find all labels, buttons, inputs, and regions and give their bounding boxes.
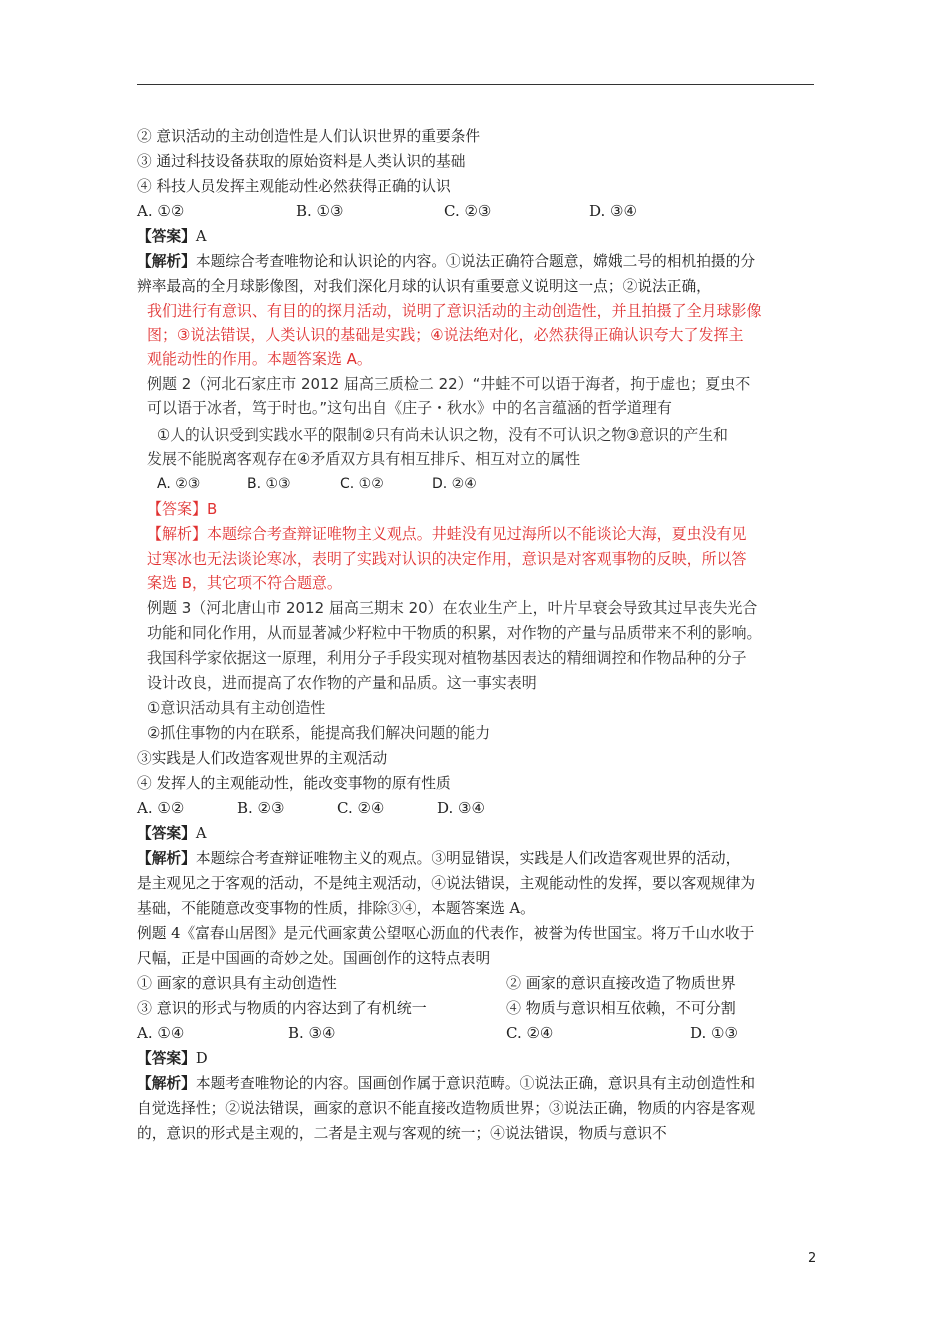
q3-stem-line-5: ①意识活动具有主动创造性 xyxy=(147,699,326,717)
q2-stem-line-2: 可以语于冰者，笃于时也。”这句出自《庄子・秋水》中的名言蕴涵的哲学道理有 xyxy=(147,399,672,417)
q1-option-c: C. ②③ xyxy=(444,202,492,220)
analysis-text: 本题综合考查唯物论和认识论的内容。①说法正确符合题意，嫦娥二号的相机拍摄的分 xyxy=(195,252,756,270)
q2-analysis-line-3: 案选 B，其它项不符合题意。 xyxy=(147,574,342,592)
q3-option-c: C. ②④ xyxy=(337,799,385,817)
q4-analysis-line-1 xyxy=(137,1073,814,1093)
analysis-label: 【解析】 xyxy=(137,1074,196,1092)
q2-stem-line-4: 发展不能脱离客观存在④矛盾双方具有相互排斥、相互对立的属性 xyxy=(147,450,581,468)
q2-answer: 【答案】B xyxy=(147,500,218,518)
q2-analysis-line-2: 过寒冰也无法谈论寒冰，表明了实践对认识的决定作用，意识是对客观事物的反映，所以答 xyxy=(147,550,747,568)
answer-label: 【答案】 xyxy=(137,227,196,245)
q3-stem-line-1: 例题 3（河北唐山市 2012 届高三期末 20）在农业生产上，叶片早衰会导致其过早丧失光合 xyxy=(147,599,758,617)
q4-item-2: ② 画家的意识直接改造了物质世界 xyxy=(506,974,736,992)
q4-option-a: A. ①④ xyxy=(137,1024,185,1042)
q2-option-a: A. ②③ xyxy=(157,476,201,492)
q1-analysis-red-line-1: 我们进行有意识、有目的的探月活动，说明了意识活动的主动创造性，并且拍摄了全月球影像 xyxy=(147,302,762,320)
q2-option-d: D. ②④ xyxy=(432,476,477,492)
q4-answer xyxy=(137,1048,814,1068)
q2-analysis-line-1: 【解析】本题综合考查辩证唯物主义观点。井蛙没有见过海所以不能谈论大海，夏虫没有见 xyxy=(147,525,747,543)
analysis-label: 【解析】 xyxy=(137,849,196,867)
q4-stem-line-2: 尺幅，正是中国画的奇妙之处。国画创作的这特点表明 xyxy=(137,949,491,967)
q1-analysis-line-2: 辨率最高的全月球影像图，对我们深化月球的认识有重要意义说明这一点；②说法正确， xyxy=(137,277,711,295)
q1-analysis-red-line-2: 图；③说法错误，人类认识的基础是实践；④说法绝对化，必然获得正确认识夸大了发挥主 xyxy=(147,326,744,344)
analysis-text: 本题考查唯物论的内容。国画创作属于意识范畴。①说法正确，意识具有主动创造性和 xyxy=(195,1074,756,1092)
q2-option-b: B. ①③ xyxy=(247,476,291,492)
q2-option-c: C. ①② xyxy=(340,476,384,492)
q3-analysis-line-3: 基础，不能随意改变事物的性质，排除③④，本题答案选 A。 xyxy=(137,899,535,917)
q1-item-2: ② 意识活动的主动创造性是人们认识世界的重要条件 xyxy=(137,127,481,145)
q1-answer xyxy=(137,226,814,246)
q3-option-d: D. ③④ xyxy=(437,799,485,817)
answer-label: 【答案】 xyxy=(137,824,196,842)
q3-analysis-line-1 xyxy=(137,848,814,868)
q3-stem-line-2: 功能和同化作用，从而显著减少籽粒中干物质的积累，对作物的产量与品质带来不利的影响。 xyxy=(147,624,762,642)
q4-item-1: ① 画家的意识具有主动创造性 xyxy=(137,974,337,992)
q2-stem-line-3: ①人的认识受到实践水平的限制②只有尚未认识之物，没有不可认识之物③意识的产生和 xyxy=(157,426,728,444)
q1-option-a: A. ①② xyxy=(137,202,185,220)
q3-analysis-line-2: 是主观见之于客观的活动，不是纯主观活动，④说法错误，主观能动性的发挥，要以客观规律为 xyxy=(137,874,756,892)
q3-item-3: ③实践是人们改造客观世界的主观活动 xyxy=(137,749,388,767)
q3-stem-line-3: 我国科学家依据这一原理，利用分子手段实现对植物基因表达的精细调控和作物品种的分子 xyxy=(147,649,747,667)
q1-option-d: D. ③④ xyxy=(589,202,637,220)
page-number: 2 xyxy=(808,1251,817,1266)
q1-item-4: ④ 科技人员发挥主观能动性必然获得正确的认识 xyxy=(137,177,451,195)
q3-stem-line-6: ②抓住事物的内在联系，能提高我们解决问题的能力 xyxy=(147,724,491,742)
q4-item-3: ③ 意识的形式与物质的内容达到了有机统一 xyxy=(137,999,427,1017)
q3-item-4: ④ 发挥人的主观能动性，能改变事物的原有性质 xyxy=(137,774,451,792)
answer-value: D xyxy=(195,1049,208,1067)
q3-option-b: B. ②③ xyxy=(237,799,285,817)
q3-option-a: A. ①② xyxy=(137,799,185,817)
q4-option-c: C. ②④ xyxy=(506,1024,554,1042)
q4-stem-line-1: 例题 4《富春山居图》是元代画家黄公望呕心沥血的代表作，被誉为传世国宝。将万千山水收于 xyxy=(137,924,755,942)
q1-item-3: ③ 通过科技设备获取的原始资料是人类认识的基础 xyxy=(137,152,466,170)
answer-label: 【答案】 xyxy=(137,1049,196,1067)
analysis-text: 本题综合考查辩证唯物主义的观点。③明显错误，实践是人们改造客观世界的活动， xyxy=(195,849,741,867)
header-rule xyxy=(137,84,814,85)
analysis-label: 【解析】 xyxy=(137,252,196,270)
answer-value: A xyxy=(195,824,207,842)
q2-stem-line-1: 例题 2（河北石家庄市 2012 届高三质检二 22）“井蛙不可以语于海者，拘于虚也；夏虫不 xyxy=(147,375,751,393)
q4-option-d: D. ①③ xyxy=(690,1024,738,1042)
q3-answer xyxy=(137,823,814,843)
q3-stem-line-4: 设计改良，进而提高了农作物的产量和品质。这一事实表明 xyxy=(147,674,537,692)
q1-analysis-red-line-3: 观能动性的作用。本题答案选 A。 xyxy=(147,350,372,368)
q1-analysis-line-1 xyxy=(137,251,814,271)
q1-option-b: B. ①③ xyxy=(296,202,344,220)
answer-value: A xyxy=(195,227,207,245)
q4-option-b: B. ③④ xyxy=(288,1024,336,1042)
q4-analysis-line-3: 的，意识的形式是主观的，二者是主观与客观的统一；④说法错误，物质与意识不 xyxy=(137,1124,667,1142)
q4-item-4: ④ 物质与意识相互依赖，不可分割 xyxy=(506,999,736,1017)
q4-analysis-line-2: 自觉选择性；②说法错误，画家的意识不能直接改造物质世界；③说法正确，物质的内容是客观 xyxy=(137,1099,756,1117)
